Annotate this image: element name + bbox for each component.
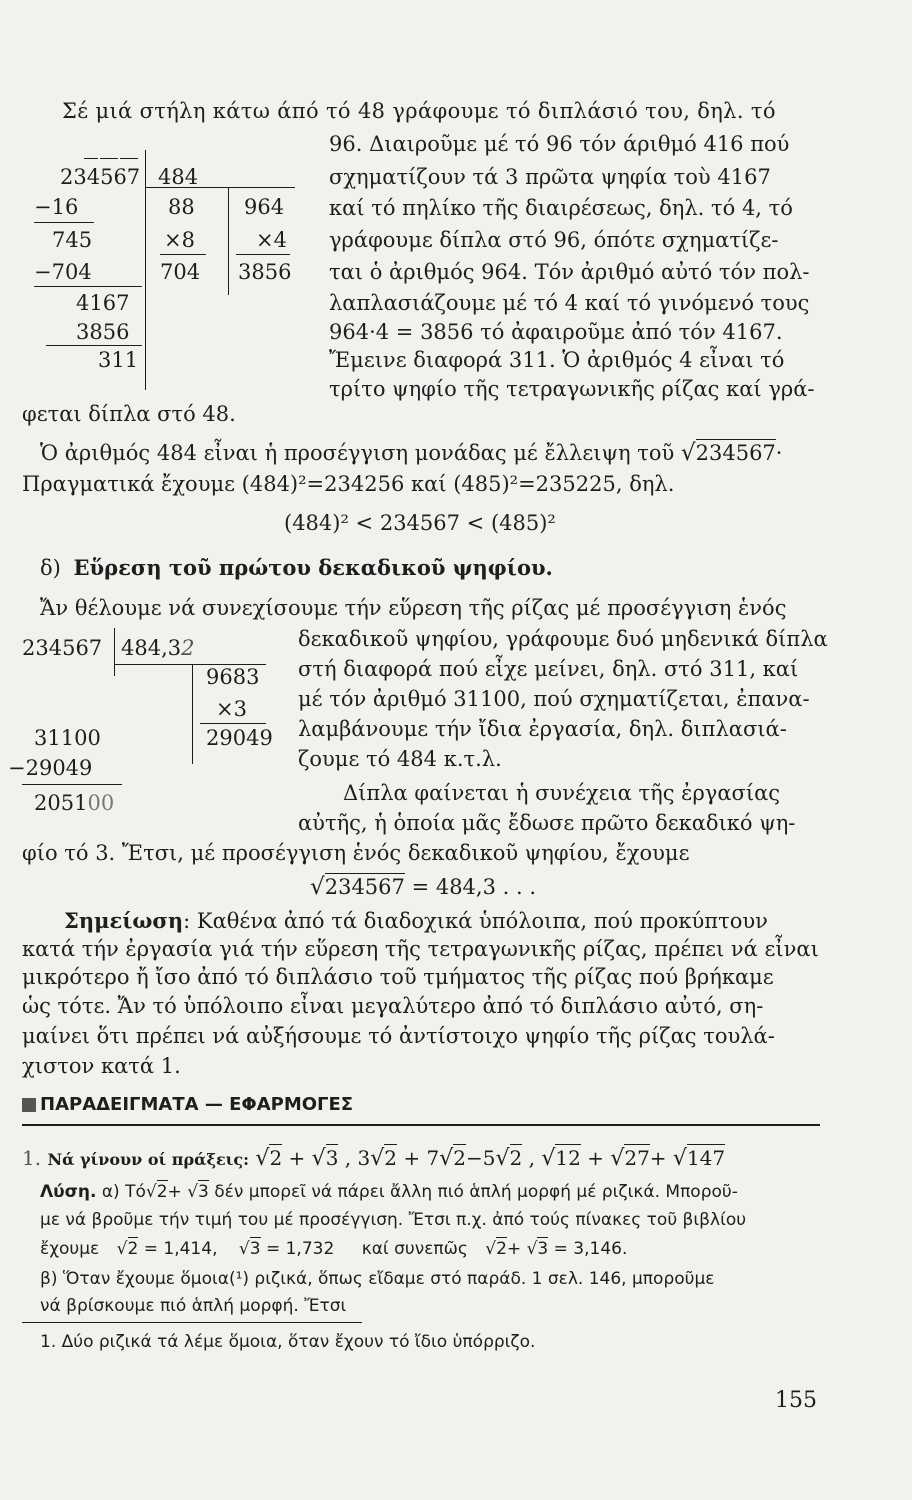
calc2-c-zeros: 00 bbox=[87, 791, 115, 815]
calc1-radicand: 234567 bbox=[60, 165, 141, 189]
calc2-root-value: 484,3 bbox=[121, 636, 182, 660]
sqrt-symbol: √ bbox=[370, 1146, 385, 1171]
para2-line1-text: Ὁ ἀριθμός 484 εἶναι ἡ προσέγγιση μονάδας μέ ἔλλειψη τοῦ bbox=[40, 441, 681, 465]
solution-radicand-3: 3 bbox=[198, 1182, 209, 1202]
para1-line11: φεται δίπλα στό 48. bbox=[22, 402, 236, 426]
sqrt-symbol: √ bbox=[541, 1146, 556, 1171]
calc2-a: 31100 bbox=[34, 726, 101, 750]
sqrt-symbol: √ bbox=[310, 874, 325, 900]
calc1-x8: ×8 bbox=[164, 228, 195, 252]
calc2-radicand: 234567 bbox=[22, 636, 103, 660]
para2-line1-end: · bbox=[775, 441, 783, 465]
note-line6: χιστον κατά 1. bbox=[22, 1054, 181, 1078]
sqrt-symbol: √ bbox=[145, 1182, 157, 1202]
solution-radicand-2: 2 bbox=[156, 1182, 168, 1202]
calc1-root: 484 bbox=[158, 165, 199, 189]
para2-radicand: 234567 bbox=[695, 441, 776, 465]
calc1-x4: ×4 bbox=[256, 228, 287, 252]
calc2-x3: ×3 bbox=[216, 697, 247, 721]
sqrt-symbol: √ bbox=[238, 1239, 250, 1259]
para3-line3: στή διαφορά πού εἶχε μείνει, δηλ. στό 311, καί bbox=[298, 657, 799, 681]
expr-radicand-7: 27 bbox=[624, 1146, 650, 1170]
value-sqrt2: = 1,414, bbox=[143, 1239, 218, 1259]
solution-b-line2: νά βρίσκουμε πιό ἁπλή μορφή. Ἔτσι bbox=[40, 1296, 347, 1316]
calc2-root bbox=[121, 638, 195, 659]
calc1-d964: 964 bbox=[244, 195, 285, 219]
sqrt-symbol: √ bbox=[439, 1146, 454, 1171]
heading-square-icon bbox=[22, 1098, 36, 1112]
expr-radicand-2: 3 bbox=[325, 1146, 339, 1170]
sqrt-symbol: √ bbox=[485, 1239, 497, 1259]
example-1: 1. Νά γίνουν οί πράξεις: √2 + √3 , 3√2 + 7√2−5√2 , √12 + √27+ √147 bbox=[22, 1146, 726, 1171]
para2-line2: Πραγματικά ἔχουμε (484)²=234256 καί (485)²=235225, δηλ. bbox=[22, 472, 675, 496]
calc1-p3856: 3856 bbox=[238, 260, 292, 284]
note-line4: ὡς τότε. Ἄν τό ὑπόλοιπο εἶναι μεγαλύτερο ἀπό τό διπλάσιο αὐτό, ση- bbox=[22, 994, 764, 1018]
para1-line5: γράφουμε δίπλα στό 96, όπότε σχηματίζε- bbox=[329, 228, 779, 252]
sqrt-symbol: √ bbox=[680, 440, 696, 466]
expr-radicand-6: 12 bbox=[555, 1146, 581, 1170]
note-line2: κατά τήν ἐργασία γιά τήν εὕρεση τῆς τετραγωνικῆς ρίζας, πρέπει νά εἶναι bbox=[22, 937, 819, 961]
result-radicand: 234567 bbox=[324, 875, 405, 899]
sqrt-symbol: √ bbox=[116, 1239, 128, 1259]
sum-radicand-2: 2 bbox=[496, 1239, 507, 1259]
calc1-n6: 3856 bbox=[76, 320, 130, 344]
para1-line3: σχηματίζουν τά 3 πρῶτα ψηφία τοὺ 4167 bbox=[329, 165, 771, 189]
example-number: 1. bbox=[22, 1146, 42, 1170]
expr-coef-4: 7 bbox=[426, 1146, 440, 1170]
solution-a-text: δέν μπορεῖ νά πάρει ἄλλη πιό ἁπλή μορφή μέ ριζικά. Μποροῦ- bbox=[214, 1182, 738, 1202]
expr-coef-5: 5 bbox=[482, 1146, 496, 1170]
para3-line8: αὐτῆς, ἡ ὁποία μᾶς ἔδωσε πρῶτο δεκαδικό ψη- bbox=[298, 811, 796, 835]
para1-line9: Ἔμεινε διαφορά 311. Ὁ ἀριθμός 4 εἶναι τό bbox=[329, 348, 785, 372]
note-line5: μαίνει ὅτι πρέπει νά αὐξήσουμε τό ἀντίστοιχο ψηφίο τῆς ρίζας τουλά- bbox=[22, 1024, 775, 1048]
page-number: 155 bbox=[775, 1388, 817, 1413]
solution-label: Λύση. bbox=[40, 1182, 97, 1202]
solution-line1: Λύση. α) Τό√2+ √3 δέν μπορεῖ νά πάρει ἄλλη πιό ἁπλή μορφή μέ ριζικά. Μποροῦ- bbox=[40, 1182, 738, 1202]
expr-radicand-3: 2 bbox=[384, 1146, 398, 1170]
solution-have: ἔχουμε bbox=[40, 1239, 100, 1259]
para3-line4: μέ τόν ἀριθμό 31100, πού σχηματίζεται, ἐπανα- bbox=[298, 687, 810, 711]
examples-heading: ΠΑΡΑΔΕΙΓΜΑΤΑ — ΕΦΑΡΜΟΓΕΣ bbox=[40, 1094, 354, 1115]
para3-line9: φίο τό 3. Ἔτσι, μέ προσέγγιση ἑνός δεκαδικοῦ ψηφίου, ἔχουμε bbox=[22, 841, 690, 865]
example-task: Νά γίνουν οί πράξεις: bbox=[47, 1150, 250, 1169]
value-radicand-2: 2 bbox=[127, 1239, 139, 1259]
note-label: Σημείωση bbox=[64, 908, 184, 933]
calc1-n4: −704 bbox=[34, 260, 92, 284]
expr-radicand-8: 147 bbox=[686, 1146, 726, 1170]
para3-line2: δεκαδικοῦ ψηφίου, γράφουμε δυό μηδενικά δίπλα bbox=[298, 627, 828, 651]
value-sqrt3: = 1,732 bbox=[265, 1239, 335, 1259]
sum-radicand-3: 3 bbox=[537, 1239, 549, 1259]
sqrt-symbol: √ bbox=[311, 1146, 326, 1171]
para1-line7: λαπλασιάζουμε μέ τό 4 καί τό γινόμενό τους bbox=[329, 291, 810, 315]
calc1-d88: 88 bbox=[168, 195, 195, 219]
calc2-c bbox=[34, 793, 114, 814]
calc2-divisor: 9683 bbox=[206, 665, 260, 689]
para1-line4: καί τό πηλίκο τῆς διαιρέσεως, δηλ. τό 4, τό bbox=[329, 196, 793, 220]
sqrt-symbol: √ bbox=[610, 1146, 625, 1171]
para1-line10: τρίτο ψηφίο τῆς τετραγωνικῆς ρίζας καί γρά- bbox=[329, 377, 815, 401]
section-d-label: δ) bbox=[40, 556, 61, 580]
para1-line2: 96. Διαιροῦμε μέ τό 96 τόν άριθμό 416 πού bbox=[329, 132, 790, 156]
footnote: 1. Δύο ριζικά τά λέμε ὅμοια, ὅταν ἔχουν τό ἴδιο ὑπόρριζο. bbox=[40, 1332, 536, 1352]
para2-line1 bbox=[40, 442, 782, 465]
para3-line7: Δίπλα φαίνεται ἡ συνέχεια τῆς ἐργασίας bbox=[343, 781, 781, 805]
note-line1-text: : Καθένα ἀπό τά διαδοχικά ὑπόλοιπα, πού προκύπτουν bbox=[183, 909, 768, 933]
result-line bbox=[310, 876, 536, 899]
result-value: = 484,3 . . . bbox=[404, 875, 537, 899]
calc1-p704: 704 bbox=[160, 260, 201, 284]
calc1-n3: 745 bbox=[52, 228, 93, 252]
solution-b-line1: β) Ὅταν ἔχουμε ὅμοια(¹) ριζικά, ὅπως εἴδαμε στό παράδ. 1 σελ. 146, μποροῦμε bbox=[40, 1269, 715, 1289]
expr-radicand-5: 2 bbox=[509, 1146, 523, 1170]
sum-value: = 3,146. bbox=[553, 1239, 628, 1259]
calc2-c-value: 2051 bbox=[34, 791, 88, 815]
solution-a-start: α) Τό bbox=[101, 1182, 146, 1202]
sqrt-symbol: √ bbox=[526, 1239, 538, 1259]
expr-radicand-1: 2 bbox=[269, 1146, 283, 1170]
calc2-b: −29049 bbox=[8, 756, 93, 780]
sqrt-symbol: √ bbox=[672, 1146, 687, 1171]
expr-coef-3: 3 bbox=[357, 1146, 371, 1170]
sqrt-symbol: √ bbox=[187, 1182, 199, 1202]
calc1-n2: −16 bbox=[34, 195, 79, 219]
note-line3: μικρότερο ἤ ἴσο ἀπό τό διπλάσιο τοῦ τμήματος τῆς ρίζας πού βρήκαμε bbox=[22, 965, 774, 989]
section-d-heading bbox=[40, 557, 553, 579]
para1-line6: ται ὁ ἀριθμός 964. Τόν ἀριθμό αὐτό τόν πολ- bbox=[329, 260, 810, 284]
inequality: (484)² < 234567 < (485)² bbox=[284, 511, 556, 535]
solution-hence: καί συνεπῶς bbox=[361, 1239, 468, 1259]
calc2-root-handwritten: 2 bbox=[181, 636, 195, 660]
para3-line1: Ἄν θέλουμε νά συνεχίσουμε τήν εὕρεση τῆς ρίζας μέ προσέγγιση ἑνός bbox=[40, 596, 787, 620]
section-d-title: Εὕρεση τοῦ πρώτου δεκαδικοῦ ψηφίου. bbox=[73, 555, 553, 580]
solution-line3: ἔχουμε √2 = 1,414, √3 = 1,732 καί συνεπῶς √2+ √3 = 3,146. bbox=[40, 1239, 628, 1259]
calc1-n7: 311 bbox=[98, 348, 139, 372]
para1-line8: 964·4 = 3856 τό ἀφαιροῦμε ἀπό τόν 4167. bbox=[329, 320, 783, 344]
sqrt-symbol: √ bbox=[255, 1146, 270, 1171]
note-line1 bbox=[64, 910, 768, 932]
sqrt-symbol: √ bbox=[495, 1146, 510, 1171]
para3-line5: λαμβάνουμε τήν ἴδια ἐργασία, δηλ. διπλασιά- bbox=[298, 717, 787, 741]
solution-line2: με νά βροῦμε τήν τιμή του μέ προσέγγιση. Ἔτσι π.χ. ἀπό τούς πίνακες τοῦ βιβλίου bbox=[40, 1210, 747, 1230]
expr-radicand-4: 2 bbox=[453, 1146, 466, 1170]
value-radicand-3: 3 bbox=[249, 1239, 261, 1259]
calc2-product: 29049 bbox=[206, 726, 273, 750]
para3-line6: ζουμε τό 484 κ.τ.λ. bbox=[298, 747, 502, 771]
para1-line1: Σέ μιά στήλη κάτω άπό τό 48 γράφουμε τό διπλάσιό του, δηλ. τό bbox=[62, 99, 776, 123]
calc1-n5: 4167 bbox=[76, 291, 130, 315]
